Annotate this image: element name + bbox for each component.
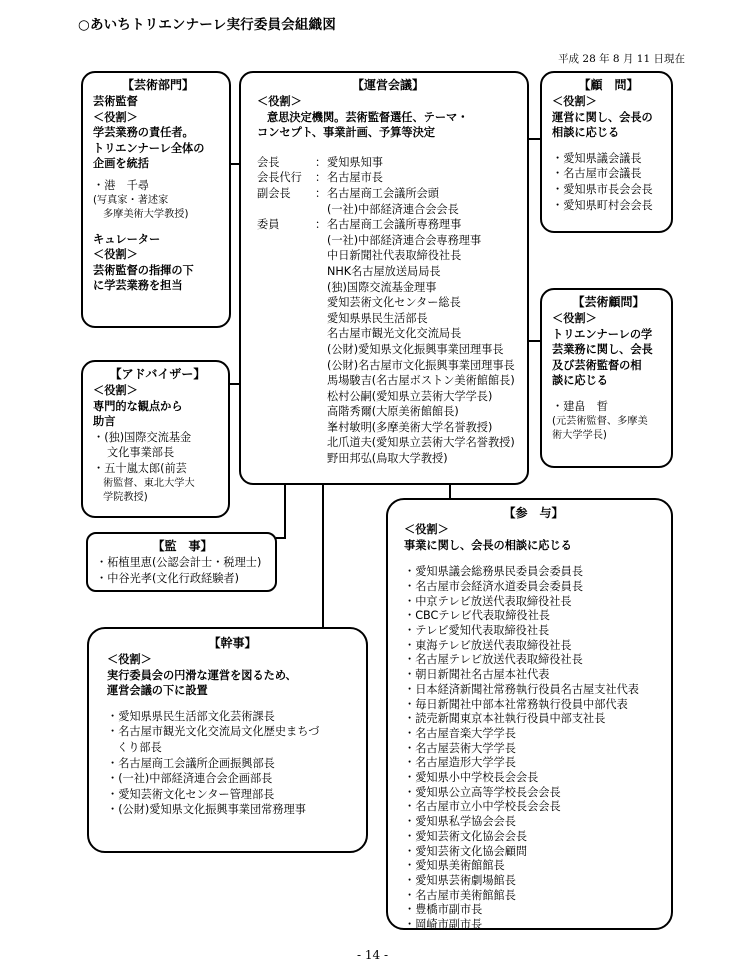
council-member-name: 松村公嗣(愛知県立芸術大学学長) (327, 389, 493, 403)
secretary-item: ・愛知芸術文化センター管理部長 (107, 787, 275, 801)
council-member-post: 委員 (257, 218, 280, 232)
council-member-colon: ： (315, 155, 327, 169)
participants-line: ＜役割＞ (404, 523, 449, 536)
council-member-row (257, 155, 519, 171)
council-role-label: ＜役割＞ (257, 95, 302, 108)
participants-line: 事業に関し、会長の相談に応じる (404, 538, 572, 552)
participants-item: ・愛知県私学協会会長 (404, 815, 516, 829)
participants-item: ・東海テレビ放送代表取締役社長 (404, 638, 572, 652)
participants-list (404, 565, 663, 933)
council-member-colon (315, 451, 327, 467)
advisor-item: ・愛知県市長会会長 (552, 182, 653, 196)
council-member-name: (公財)名古屋市文化振興事業団理事長 (327, 358, 515, 372)
advisor-line: 運営に関し、会長の (552, 110, 653, 124)
auditor-item: ・柘植里恵(公認会計士・税理士) (96, 556, 262, 569)
art-line: ＜役割＞ (93, 110, 138, 124)
art-advisor-heading: 【芸術顧問】 (572, 295, 645, 309)
art-line: 企画を統括 (93, 157, 149, 171)
council-member-post (257, 389, 315, 405)
council-member-post (257, 233, 315, 249)
council-member-colon (315, 358, 327, 374)
participants-item: ・中京テレビ放送代表取締役社長 (404, 594, 572, 608)
council-member-row (257, 389, 519, 405)
council-member-colon (315, 342, 327, 358)
council-member-row (257, 280, 519, 296)
page-title: ○あいちトリエンナーレ実行委員会組織図 (78, 17, 337, 33)
as-of-date: 平成 28 年 8 月 11 日現在 (558, 53, 685, 65)
participants-heading: 【参 与】 (503, 506, 564, 520)
council-member-colon (315, 435, 327, 451)
council-member-post (257, 202, 315, 218)
adviser-item: ・五十嵐太郎(前芸 (93, 461, 187, 475)
art-advisor-name: ・建畠 晢 (552, 399, 608, 413)
council-role-text: コンセプト、事業計画、予算等決定 (257, 126, 435, 140)
council-member-colon (315, 295, 327, 311)
council-member-name: 名古屋商工会議所会頭 (327, 186, 439, 200)
participants-item: ・愛知芸術文化協会顧問 (404, 844, 528, 858)
art-department-box (81, 71, 231, 328)
council-member-post (257, 404, 315, 420)
adviser-item: 術監督、東北大学大 (103, 477, 195, 489)
council-member-name: (独)国際交流基金理事 (327, 280, 437, 294)
participants-item: ・愛知県公立高等学校長会会長 (404, 785, 561, 799)
participants-item: ・名古屋市会経済水道委員会委員長 (404, 579, 584, 593)
council-member-row (257, 420, 519, 436)
council-member-post: 会長代行 (257, 171, 302, 185)
council-member-colon (315, 264, 327, 280)
advisor-line: ＜役割＞ (552, 95, 597, 108)
council-role-text: 意思決定機関。芸術監督選任、テーマ・ (267, 110, 469, 124)
council-member-name: 愛知県知事 (327, 155, 383, 169)
council-member-row (257, 186, 519, 202)
council-member-name: 高階秀爾(大原美術館館長) (327, 405, 459, 419)
art-department-heading: 【芸術部門】 (121, 78, 194, 92)
council-member-post (257, 264, 315, 280)
art-line: トリエンナーレ全体の (93, 141, 205, 155)
art-director-name: ・港 千尋 (93, 178, 149, 192)
council-member-name: 峯村敏明(多摩美術大学名誉教授) (327, 420, 493, 434)
participants-item: ・愛知県議会総務県民委員会委員長 (404, 565, 584, 579)
art-line: 学芸業務の責任者。 (93, 126, 194, 140)
council-member-row (257, 342, 519, 358)
council-member-colon (315, 202, 327, 218)
participants-box (386, 498, 673, 930)
council-member-name: 愛知県県民生活部長 (327, 311, 428, 325)
participants-item: ・名古屋芸術大学学長 (404, 741, 516, 755)
advisor-box (540, 71, 673, 233)
advisor-item: ・名古屋市会議長 (552, 167, 642, 181)
council-member-post: 副会長 (257, 186, 291, 200)
auditor-heading: 【監 事】 (152, 539, 213, 553)
council-member-name: 北爪道夫(愛知県立芸術大学名誉教授) (327, 436, 515, 450)
council-member-colon (315, 373, 327, 389)
secretary-heading: 【幹事】 (208, 636, 257, 650)
connector-secretary-vertical (322, 484, 324, 628)
council-member-name: (一社)中部経済連合会会長 (327, 202, 459, 216)
adviser-line: 専門的な観点から (93, 399, 183, 413)
art-advisor-line: ＜役割＞ (552, 312, 597, 325)
adviser-line: 助言 (93, 415, 116, 429)
council-member-colon (315, 420, 327, 436)
participants-item: ・名古屋市立小中学校長会会長 (404, 800, 561, 814)
council-member-name: 名古屋市長 (327, 171, 383, 185)
council-member-post (257, 358, 315, 374)
art-advisor-line: トリエンナーレの学 (552, 327, 653, 341)
participants-item: ・愛知県小中学校長会会長 (404, 771, 539, 785)
council-member-row (257, 295, 519, 311)
council-member-name: 名古屋商工会議所専務理事 (327, 218, 462, 232)
participants-item: ・愛知芸術文化協会会長 (404, 829, 528, 843)
council-member-row (257, 233, 519, 249)
art-advisor-detail: (元芸術監督、多摩美 (552, 415, 648, 427)
participants-item: ・愛知県芸術劇場館長 (404, 873, 516, 887)
council-member-name: (公財)愛知県文化振興事業団理事長 (327, 342, 504, 356)
council-member-name: 中日新聞社代表取締役社長 (327, 249, 462, 263)
participants-item: ・愛知県美術館館長 (404, 859, 505, 873)
council-member-name: 野田邦弘(鳥取大学教授) (327, 452, 448, 466)
council-member-name: 馬場駿吉(名古屋ボストン美術館館長) (327, 374, 515, 388)
council-member-colon: ： (315, 218, 327, 232)
council-member-row (257, 326, 519, 342)
council-member-post (257, 248, 315, 264)
council-member-row (257, 435, 519, 451)
council-member-row (257, 202, 519, 218)
curator-line: キュレーター (93, 232, 161, 246)
council-member-colon (315, 280, 327, 296)
council-member-post: 会長 (257, 155, 280, 169)
council-member-colon (315, 248, 327, 264)
council-members (257, 155, 519, 467)
auditor-box (86, 532, 277, 592)
council-member-colon (315, 389, 327, 405)
curator-line: に学芸業務を担当 (93, 279, 183, 293)
participants-item: ・テレビ愛知代表取締役社長 (404, 624, 550, 637)
adviser-heading: 【アドバイザー】 (109, 367, 206, 381)
council-member-colon: ： (315, 186, 327, 200)
council-member-colon (315, 311, 327, 327)
council-member-row (257, 373, 519, 389)
curator-line: 芸術監督の指揮の下 (93, 263, 194, 277)
council-member-post (257, 373, 315, 389)
steering-council-box (239, 71, 529, 485)
adviser-box (81, 360, 230, 518)
participants-item: ・CBCテレビ代表取締役社長 (404, 609, 550, 623)
secretary-item: ・(一社)中部経済連合会企画部長 (107, 772, 273, 786)
secretary-line: ＜役割＞ (107, 653, 152, 666)
secretary-item: ・(公財)愛知県文化振興事業団常務理事 (107, 803, 306, 817)
secretary-item: ・愛知県県民生活部文化芸術課長 (107, 709, 275, 723)
adviser-item: 学院教授) (103, 491, 148, 503)
connector-auditor-horizontal (276, 537, 286, 539)
council-member-colon (315, 404, 327, 420)
council-member-colon: ： (315, 171, 327, 185)
secretary-box (87, 627, 368, 853)
council-member-row (257, 404, 519, 420)
participants-item: ・豊橋市副市長 (404, 903, 483, 917)
council-member-row (257, 311, 519, 327)
secretary-line: 実行委員会の円滑な運営を図るため、 (107, 668, 297, 682)
page-number: - 14 - (356, 948, 388, 962)
advisor-heading: 【顧 問】 (578, 78, 639, 92)
participants-item: ・毎日新聞社中部本社常務執行役員中部代表 (404, 697, 628, 711)
art-advisor-line: 芸業務に関し、会長 (552, 343, 653, 357)
art-director-detail: 多摩美術大学教授) (103, 208, 189, 220)
council-member-row (257, 217, 519, 233)
council-member-name: 名古屋市観光文化交流局長 (327, 327, 462, 341)
art-advisor-box (540, 288, 673, 468)
council-member-name: NHK名古屋放送局局長 (327, 264, 441, 278)
council-member-name: 愛知芸術文化センター総長 (327, 296, 461, 310)
art-advisor-detail: 術大学学長) (552, 429, 607, 441)
council-member-row (257, 358, 519, 374)
connector-participants-vertical (449, 484, 451, 499)
council-member-colon (315, 233, 327, 249)
connector-auditor-vertical (284, 484, 286, 539)
participants-item: ・読売新聞東京本社執行役員中部支社長 (404, 712, 606, 726)
council-member-post (257, 342, 315, 358)
council-member-post (257, 420, 315, 436)
adviser-item: 文化事業部長 (107, 446, 175, 460)
advisor-line: 相談に応じる (552, 126, 620, 140)
curator-line: ＜役割＞ (93, 248, 138, 262)
council-member-post (257, 280, 315, 296)
council-member-colon (315, 326, 327, 342)
secretary-item: ・名古屋商工会議所企画振興部長 (107, 756, 275, 770)
secretary-item: ・名古屋市観光文化交流局文化歴史まちづ (107, 725, 320, 739)
secretary-line: 運営会議の下に設置 (107, 684, 208, 698)
auditor-item: ・中谷光孝(文化行政経験者) (96, 571, 239, 585)
participants-item: ・名古屋音楽大学学長 (404, 726, 516, 740)
participants-item: ・名古屋市美術館館長 (404, 888, 516, 902)
council-member-row (257, 264, 519, 280)
secretary-item: くり部長 (117, 740, 162, 754)
council-member-row (257, 170, 519, 186)
council-member-post (257, 311, 315, 327)
participants-item: ・朝日新聞社名古屋本社代表 (404, 668, 550, 682)
advisor-item: ・愛知県議会議長 (552, 151, 642, 165)
council-member-post (257, 326, 315, 342)
steering-council-heading: 【運営会議】 (351, 78, 424, 92)
advisor-item: ・愛知県町村会会長 (552, 198, 653, 212)
participants-item: ・名古屋造形大学学長 (404, 756, 516, 770)
council-member-name: (一社)中部経済連合会専務理事 (327, 233, 482, 247)
council-member-row (257, 248, 519, 264)
council-member-post (257, 451, 315, 467)
adviser-item: ・(独)国際交流基金 (93, 430, 192, 444)
participants-item: ・名古屋テレビ放送代表取締役社長 (404, 653, 583, 667)
art-director-detail: (写真家・著述家 (93, 194, 169, 206)
participants-item: ・岡崎市副市長 (404, 918, 483, 932)
art-advisor-line: 及び芸術監督の相 (552, 358, 642, 372)
adviser-line: ＜役割＞ (93, 384, 138, 397)
art-advisor-line: 談に応じる (552, 374, 608, 388)
council-member-post (257, 435, 315, 451)
council-member-row (257, 451, 519, 467)
council-member-post (257, 295, 315, 311)
participants-item: ・日本経済新聞社常務執行役員名古屋支社代表 (404, 682, 639, 696)
art-line: 芸術監督 (93, 95, 138, 108)
